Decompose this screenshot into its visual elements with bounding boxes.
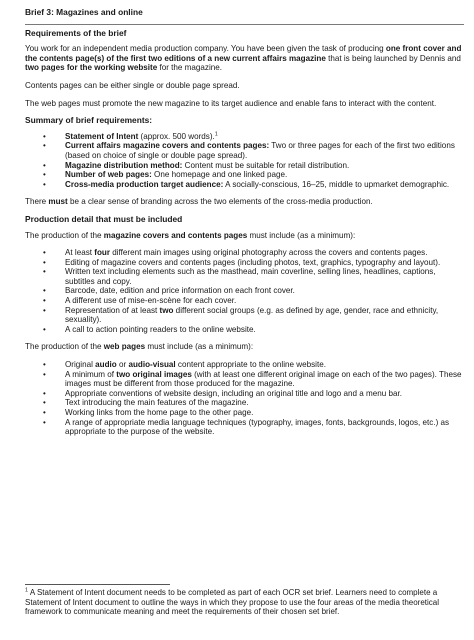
summary-heading: Summary of brief requirements: [25,115,153,126]
footnote-divider [25,584,170,585]
text-run: different main images using original photography across the covers and contents pages. [109,248,428,258]
text-run: The production of the [25,230,104,240]
web-note-paragraph: The web pages must promote the new magazine to its target audience and enable fans to interact with the content. [25,98,437,108]
magazine-intro-paragraph [25,231,464,241]
bold-text: Cross-media production target audience: [65,179,224,189]
list-item [25,170,464,180]
text-run: A call to action pointing readers to the online website. [65,324,256,334]
list-item [25,306,464,325]
text-run: that is being launched by Dennis and [325,53,461,63]
list-item [25,141,464,160]
list-item [25,180,464,190]
text-run: Text introducing the main features of the magazine. [65,398,249,408]
text-run: At least [65,248,95,258]
bold-text: audio [95,360,117,370]
text-run: A range of appropriate media language techniques (typography, images, fonts, backgrounds, logos, etc.) as appropriate to the purpose of the website. [65,417,450,437]
list-item [25,248,464,258]
list-item [25,360,464,370]
text-run: Two or three pages for each of the first two editions (based on choice of single or double page spread). [65,141,455,160]
bold-text: Number of web pages: [65,170,152,180]
brief-intro-paragraph [25,44,464,73]
requirements-heading: Requirements of the brief [25,27,127,38]
branding-paragraph [25,197,464,207]
text-run: must include (as a minimum): [247,230,356,240]
list-item [25,161,464,171]
bold-text: Magazine distribution method: [65,160,183,170]
text-run: Appropriate conventions of website design, including an original title and logo and a menu bar. [65,388,403,398]
web-intro-paragraph [25,342,464,352]
list-item [25,132,464,142]
text-run: Editing of magazine covers and contents pages (including photos, text, graphics, typography and layout). [65,257,441,267]
footnote [25,588,464,617]
bold-text: Statement of Intent [65,131,139,141]
list-item [25,286,464,296]
list-item [25,296,464,306]
text-run: There [25,197,49,207]
bold-text: Current affairs magazine covers and contents pages: [65,141,270,151]
text-run: must include (as a minimum): [145,342,254,352]
bold-text: magazine covers and contents pages [103,230,248,240]
summary-list [25,132,464,190]
text-run: Original [65,360,96,370]
brief-title: Brief 3: Magazines and online [25,7,143,17]
title-divider [25,24,464,25]
contents-note-paragraph: Contents pages can be either single or double page spread. [25,80,240,90]
text-run: Working links from the home page to the other page. [65,408,254,417]
bold-text: two pages for the working website [25,63,158,73]
text-run: A minimum of [65,369,117,379]
text-run: You work for an independent media production company. You have been given the task of producing [25,44,386,54]
text-run: different social groups (e.g. as defined by age, gender, race and ethnicity, sexuality). [65,305,439,325]
list-item [25,398,464,408]
list-item [25,408,464,418]
list-item [25,418,464,437]
bold-text: audio-visual [128,360,176,370]
text-run: Representation of at least [65,305,160,315]
list-item [25,258,464,268]
text-run: A socially-conscious, 16–25, middle to upmarket demographic. [223,179,450,189]
text-run: Written text including elements such as the masthead, main coverline, selling lines, headlines, captions, subtitles and copy. [65,267,436,286]
production-heading: Production detail that must be included [25,213,183,224]
text-run: for the magazine. [157,63,223,73]
magazine-requirements-list [25,248,464,334]
web-requirements-list [25,360,464,437]
text-run: content appropriate to the online website. [175,360,326,370]
text-run: (with at least one different original image on each of the two pages). These images must be different from those produced for the magazine. [65,369,462,389]
bold-text: two [159,305,174,315]
bold-text: one front cover and the contents page(s) of the first two editions of a new current affairs magazine [25,44,462,63]
list-item [25,267,464,286]
list-item [25,370,464,389]
text-run: A different use of mise-en-scène for each cover. [65,296,237,306]
text-run: A Statement of Intent document needs to be completed as part of each OCR set brief. Learners need to complete a Statement of Intent document to outline the ways in which they propose to use the four areas of the media theoretical framework to communicate meaning and meet the requirements of their chosen set brief. [25,588,440,617]
text-run: Barcode, date, edition and price information on each front cover. [65,286,295,296]
text-run: The production of the [25,342,104,352]
list-item [25,389,464,399]
bold-text: web pages [103,342,146,352]
list-item [25,325,464,335]
text-run: or [116,360,129,370]
text-run: One homepage and one linked page. [151,170,288,180]
text-run: be a clear sense of branding across the two elements of the cross-media production. [67,197,373,207]
footnote-marker: 1 [214,131,218,138]
bold-text: two original images [116,369,192,379]
text-run: Content must be suitable for retail distribution. [182,160,350,170]
bold-text: must [48,197,68,207]
bold-text: four [94,248,110,258]
footnote-marker: 1 [25,587,29,594]
text-run: (approx. 500 words). [138,131,215,141]
